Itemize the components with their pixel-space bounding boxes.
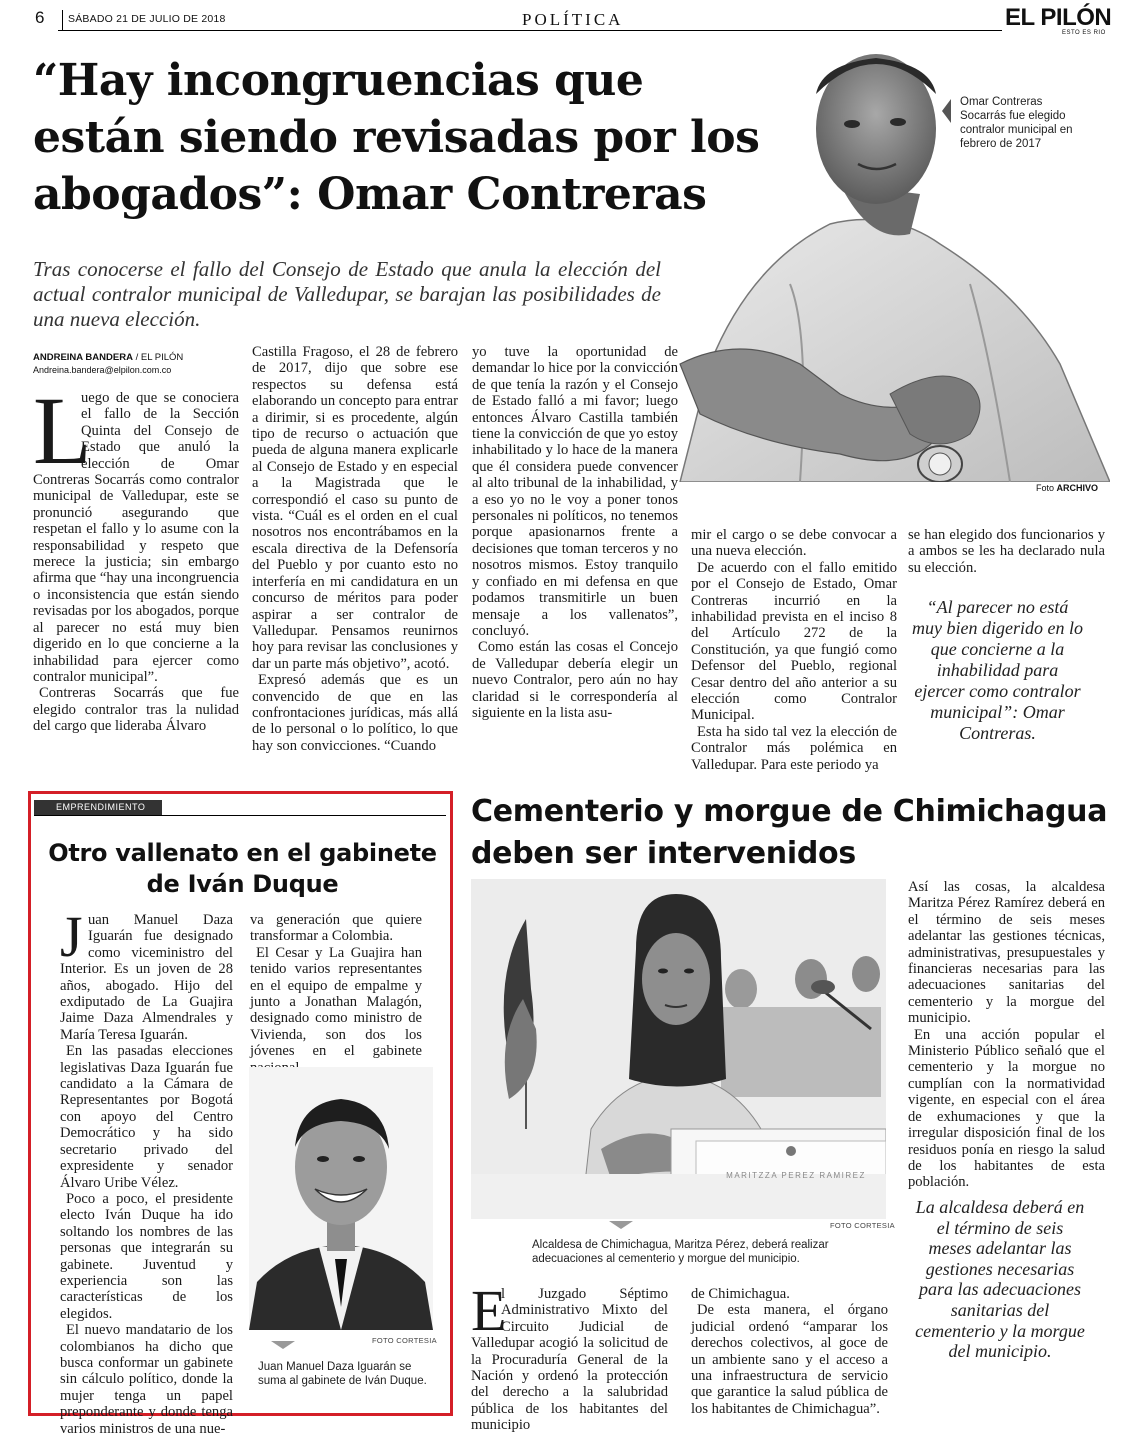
caption-pointer-icon bbox=[271, 1341, 295, 1349]
main-column-1 bbox=[33, 377, 239, 735]
drop-cap: L bbox=[33, 377, 92, 484]
main-col4-p1: mir el cargo o se debe convocar a una nueva elección. bbox=[691, 527, 897, 560]
main-col2-p1: Castilla Fragoso, el 28 de febrero de 2017, dijo que sobre ese respectos su defensa está elaborando un concepto para entrar a dirimir, si es procedente, algún tipo de recurso o actuación que pueda de alguna manera explicarle al Consejo de Estado y en especial a la Magistrada que le correspondió el caso su punto de vista. “Cuál es el orden en el cual nosotros nos encontrábamos en la escala directiva de la Defensoría del Pueblo y por cuanto esto no interfería en mi candidatura en un concurso de méritos para poder aspirar a ser contralor de Valledupar. Pensamos reunirnos hoy para revisar las conclusiones y dar un parte más objetivo”, acotó. bbox=[252, 344, 458, 672]
photo-caption: Juan Manuel Daza Iguarán se suma al gabinete de Iván Duque. bbox=[258, 1361, 427, 1387]
header-rule bbox=[58, 30, 1002, 31]
main-column-5 bbox=[908, 527, 1105, 576]
right-col3-p2: En una acción popular el Ministerio Público señaló que el cementerio y la morgue no cumplían con la normatividad vigente, en especial con el área de exhumaciones y que la irregular disposición final de los residuos ponía en riesgo la salud de los habitantes de esta población. bbox=[908, 1026, 1105, 1191]
page-date: SÁBADO 21 DE JULIO DE 2018 bbox=[68, 13, 226, 25]
box-col2-p2: El Cesar y La Guajira han tenido varios representantes en el equipo de empalme y junto a Jonathan Malagón, designado como ministro de Vivienda, son dos los jóvenes en el gabinete bbox=[250, 944, 422, 1060]
header-divider bbox=[62, 10, 63, 30]
box-column-1 bbox=[60, 904, 233, 1437]
byline-outlet: / EL PILÓN bbox=[132, 352, 184, 363]
photo-credit: FOTO CORTESIA bbox=[830, 1221, 895, 1230]
nameplate-text: MARITZZA PEREZ RAMIREZ bbox=[726, 1171, 866, 1180]
main-col2-p2: Expresó además que es un convencido de que en las confrontaciones jurídicas, más allá de lo personal o lo político, lo que hay son convicciones. “Cuando bbox=[252, 672, 458, 754]
box-col1-p3: Poco a poco, el presidente electo Iván Duque ha ido soltando los nombres de las personas que integrarán su gabinete. Juventud y experiencia son las características de los elegidos. bbox=[60, 1190, 233, 1322]
photo-caption: Alcaldesa de Chimichagua, Maritza Pérez, deberá realizar adecuaciones al cementerio y morgue del municipio. bbox=[532, 1239, 829, 1265]
right-col2-p2: De esta manera, el órgano judicial ordenó “amparar los derechos colectivos, al goce de un ambiente sano y el acceso a una infraestructura de servicio que garantice la salud pública de los habitantes de Chimichagua”. bbox=[691, 1302, 888, 1417]
right-column-3 bbox=[908, 879, 1105, 1191]
photo-credit bbox=[1036, 483, 1098, 493]
page-number: 6 bbox=[35, 8, 45, 27]
box-col1-p1: uan Manuel Daza Iguarán fue designado como viceministro del Interior. Es un joven de 28 años, abogado. Hijo del exdiputado de La Guajira Jaime Daza Almendrales y María Teresa Iguarán. bbox=[60, 912, 233, 1043]
pull-quote: La alcaldesa deberá en el término de seis meses adelantar las gestiones necesarias para las adecuaciones sanitarias del cementerio y la morgue del municipio. bbox=[915, 1197, 1085, 1362]
main-col3-p2: Como están las cosas el Concejo de Valledupar debería elegir un nuevo Contralor, pero aún no hay claridad si le correspondería al siguiente en la lista asu- bbox=[472, 639, 678, 721]
byline-author: ANDREINA BANDERA bbox=[33, 352, 133, 363]
right-col3-p1: Así las cosas, la alcaldesa Maritza Pérez Ramírez deberá en el término de seis meses adelantar las gestiones técnicas, administrativas, presupuestales y financieras necesarias para las adecuaciones sanitarias del cementerio y la morgue del municipio. bbox=[908, 879, 1105, 1027]
newspaper-logo-tagline: ESTO ES RIO bbox=[1062, 30, 1106, 36]
caption-pointer-icon bbox=[609, 1221, 633, 1229]
right-col1-p1: l Juzgado Séptimo Administrativo Mixto del Circuito Judicial de Valledupar acogió la solicitud de la Procuraduría General de la Nación y ordenó la protección del derecho a la salubridad pública de los habitantes del municipio bbox=[471, 1286, 668, 1434]
byline bbox=[33, 352, 183, 363]
main-col1-p1: uego de que se conociera el fallo de la Sección Quinta del Consejo de Estado que anuló la elección de Omar Contreras Socarrás como contralor municipal de Valledupar, este se pronunció asegurando que respetan el fallo y lo asume con la responsabilidad y respeto que merece la justicia; sin embargo afirma que “hay una incongruencia o inconsistencia que están siendo revisadas por los abogados, porque al parecer no está muy bien digerido en lo que concierne a la inhabilidad para ejercer como contralor municipal”. bbox=[33, 390, 239, 685]
photo-caption: Omar Contreras Socarrás fue elegido contralor municipal en febrero de 2017 bbox=[960, 96, 1073, 150]
main-column-2 bbox=[252, 344, 458, 754]
section-tag: EMPRENDIMIENTO bbox=[34, 800, 162, 815]
main-col3-p1: yo tuve la oportunidad de demandar lo hice por la convicción de que tenía la razón y el Consejo de Estado falló a mi favor; luego entonces Álvaro Castilla también tiene la convicción de que yo estoy inhabilitado y lo hace de la manera que él considera puede convencer al alto tribunal de la inhabilidad, y a eso yo no le voy a poner tonos personales ni políticos, no tenemos porque apasionarnos frente a decisiones que toman terceros y no nosotros mismos. Estoy tranquilo y confiado en mi defensa en que podamos transmitirle un buen mensaje a los vallenatos”, concluyó. bbox=[472, 344, 678, 639]
newspaper-logo: EL PILÓN bbox=[1005, 4, 1112, 31]
juan-manuel-daza-photo bbox=[249, 1067, 433, 1330]
photo-credit-prefix: Foto bbox=[1036, 483, 1055, 493]
box-headline: Otro vallenato en el gabinete de Iván Duque bbox=[48, 839, 437, 898]
box-col1-p4: El nuevo mandatario de los colombianos ha dicho que busca conformar un gabinete sin cálculo político, donde la mujer tenga un papel preponderante y donde tenga varios ministros de una nue- bbox=[60, 1322, 233, 1437]
box-col2-p1: va generación que quiere transformar a Colombia. bbox=[250, 912, 422, 945]
main-column-4 bbox=[691, 527, 897, 773]
right-column-2 bbox=[691, 1286, 888, 1417]
pull-quote: “Al parecer no está muy bien digerido en lo que concierne a la inhabilidad para ejercer como contralor municipal”: Omar Contreras. bbox=[912, 597, 1083, 743]
main-col1-p2: Contreras Socarrás que fue elegido contralor tras la nulidad del cargo que lideraba Álvaro bbox=[33, 685, 239, 735]
right-column-1 bbox=[471, 1278, 668, 1434]
main-col5-p1: se han elegido dos funcionarios y a ambos se les ha declarado nula su elección. bbox=[908, 527, 1105, 576]
main-column-3 bbox=[472, 344, 678, 721]
main-col4-p3: Esta ha sido tal vez la elección de Contralor más polémica en Valledupar. Para este periodo ya bbox=[691, 723, 897, 773]
photo-credit: FOTO CORTESIA bbox=[372, 1336, 437, 1345]
byline-email: Andreina.bandera@elpilon.com.co bbox=[33, 365, 172, 375]
main-col4-p2: De acuerdo con el fallo emitido por el Consejo de Estado, Omar Contreras incurrió en la inhabilidad prevista en el inciso 8 del Artículo 272 de la Constitución, ya que fungió como Defensor del Pueblo, regional Cesar dentro del año anterior a su elección como Contralor Municipal. bbox=[691, 559, 897, 724]
main-headline: “Hay incongruencias que están siendo revisadas por los abogados”: Omar Contreras bbox=[33, 55, 760, 220]
right-headline: Cementerio y morgue de Chimichagua deben ser intervenidos bbox=[471, 794, 1108, 871]
section-title: POLÍTICA bbox=[522, 10, 624, 29]
right-col2-p1: de Chimichagua. bbox=[691, 1286, 790, 1302]
box-col1-p2: En las pasadas elecciones legislativas Daza Iguarán fue candidato a la Cámara de Representantes por Bogotá con apoyo del Centro Democrático y ha sido secretario privado del expresidente y senador Álvaro Uribe Vélez. bbox=[60, 1043, 233, 1191]
drop-cap: E bbox=[471, 1278, 507, 1343]
drop-cap: J bbox=[60, 904, 83, 969]
caption-pointer-icon bbox=[942, 99, 951, 123]
photo-credit-source: ARCHIVO bbox=[1056, 483, 1099, 493]
box-column-2 bbox=[250, 912, 422, 1076]
main-lede: Tras conocerse el fallo del Consejo de Estado que anula la elección del actual contralor municipal de Valledupar, se barajan las posibilidades de una nueva elección. bbox=[33, 257, 661, 331]
maritza-perez-photo bbox=[471, 879, 886, 1219]
